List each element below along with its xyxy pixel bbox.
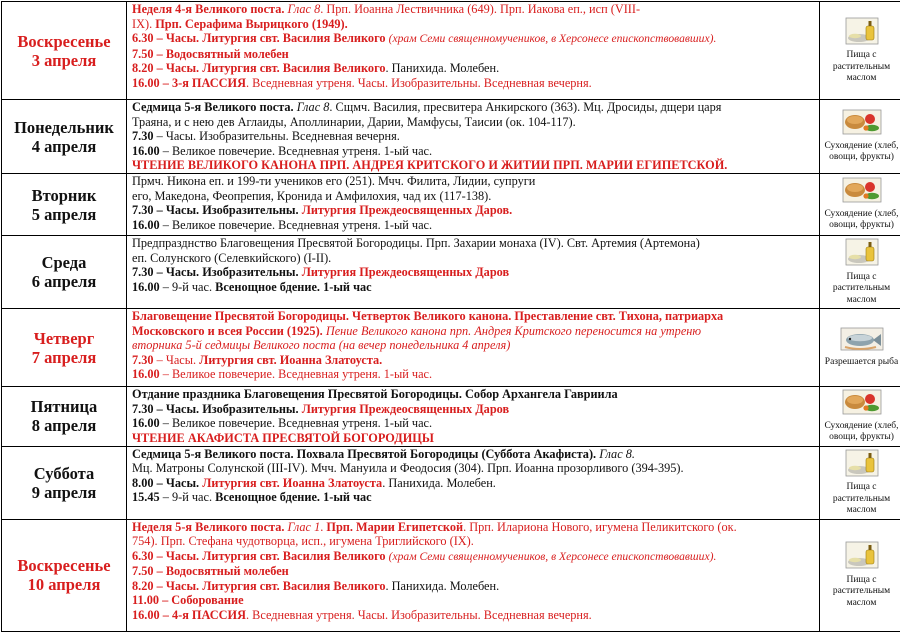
text-segment: – Часы. xyxy=(154,353,200,367)
day-cell xyxy=(2,174,127,236)
service-line xyxy=(132,115,815,130)
fasting-rule-cell xyxy=(820,236,900,309)
service-line xyxy=(132,367,815,382)
text-segment: 11.00 – Соборование xyxy=(132,593,244,607)
day-cell xyxy=(2,309,127,387)
text-segment: Глас 8 xyxy=(297,100,330,114)
day-name: Понедельник xyxy=(2,118,126,137)
text-segment: – 9-й час. xyxy=(160,490,215,504)
day-date: 10 апреля xyxy=(2,575,126,594)
text-segment: Глас 8 xyxy=(288,2,321,16)
service-line xyxy=(132,47,815,62)
text-segment: – Великое повечерие. Вседневная утреня. 1-ый час. xyxy=(160,367,432,381)
text-segment: – Великое повечерие. Вседневная утреня. 1-ый час. xyxy=(160,144,432,158)
service-line xyxy=(132,431,815,446)
text-segment: Литургия Преждеосвященных Даров xyxy=(302,402,509,416)
service-line xyxy=(132,579,815,594)
text-segment: Пение Великого канона прп. Андрея Критского переносится на утреню xyxy=(326,324,701,338)
oil-bottle-icon xyxy=(821,238,900,271)
schedule-rows xyxy=(2,2,900,632)
day-date: 3 апреля xyxy=(2,51,126,70)
service-line xyxy=(132,490,815,505)
text-segment: вторника 5-й седмицы Великого поста (на вечер понедельника 4 апреля) xyxy=(132,338,510,352)
service-line xyxy=(132,324,815,339)
service-line xyxy=(132,520,815,535)
fasting-rule-cell xyxy=(820,2,900,100)
day-cell xyxy=(2,519,127,631)
day-cell xyxy=(2,446,127,519)
text-segment: его, Македона, Феопрепия, Кронида и Амфилохия, чад их (117-138). xyxy=(132,189,491,203)
text-segment: 16.00 xyxy=(132,367,160,381)
oil-bottle-icon xyxy=(821,541,900,574)
text-segment: – Великое повечерие. Вседневная утреня. 1-ый час. xyxy=(160,218,432,232)
fasting-rule-text: Сухоядение (хлеб, овощи, фрукты) xyxy=(821,421,900,444)
text-segment: Глас 1 xyxy=(288,520,321,534)
day-date: 7 апреля xyxy=(2,348,126,367)
text-segment: 16.00 xyxy=(132,218,160,232)
text-segment: Прп. Серафима Вырицкого (1949). xyxy=(155,17,347,31)
text-segment: (храм Семи священномучеников, в Херсонесе епископствовавших). xyxy=(389,550,717,563)
text-segment: ЧТЕНИЕ АКАФИСТА ПРЕСВЯТОЙ БОГОРОДИЦЫ xyxy=(132,431,434,445)
text-segment: Всенощное бдение. 1-ый час xyxy=(215,490,372,504)
day-name: Четверг xyxy=(2,329,126,348)
fasting-rule-text: Пища с растительным маслом xyxy=(821,575,900,610)
services-cell xyxy=(127,174,820,236)
oil-bottle-icon xyxy=(821,17,900,50)
text-segment: Благовещение Пресвятой Богородицы. Четверток Великого канона. Преставление свт. Тихона, патриарха xyxy=(132,309,723,323)
text-segment: 7.30 xyxy=(132,353,154,367)
day-cell xyxy=(2,236,127,309)
service-line xyxy=(132,564,815,579)
service-line xyxy=(132,203,815,218)
schedule-row xyxy=(2,309,900,387)
text-segment: . Панихида. Молебен. xyxy=(382,476,496,490)
service-line xyxy=(132,461,815,476)
service-line xyxy=(132,17,815,32)
text-segment: 6.30 – Часы. Литургия свт. Василия Великого xyxy=(132,31,389,45)
text-segment: Глас 8. xyxy=(599,447,635,461)
schedule-row xyxy=(2,100,900,174)
day-cell xyxy=(2,2,127,100)
text-segment: . Прп. Илариона Нового, игумена Пеликитского (ок. xyxy=(463,520,737,534)
text-segment: Литургия свт. Иоанна Златоуста. xyxy=(199,353,382,367)
service-line xyxy=(132,608,815,623)
day-date: 6 апреля xyxy=(2,272,126,291)
bread-vegetables-icon xyxy=(821,109,900,140)
day-date: 5 апреля xyxy=(2,205,126,224)
service-line xyxy=(132,265,815,280)
text-segment: Всенощное бдение. 1-ый час xyxy=(215,280,372,294)
service-line xyxy=(132,549,815,565)
text-segment: . Панихида. Молебен. xyxy=(386,61,500,75)
text-segment: 7.30 xyxy=(132,129,154,143)
text-segment: – Часы. Изобразительны. Вседневная вечерня. xyxy=(154,129,400,143)
fasting-rule-cell xyxy=(820,387,900,447)
service-line xyxy=(132,416,815,431)
schedule-row xyxy=(2,387,900,447)
service-line xyxy=(132,251,815,266)
text-segment: 16.00 – 4-я ПАССИЯ xyxy=(132,608,246,622)
day-name: Воскресенье xyxy=(2,32,126,51)
day-name: Воскресенье xyxy=(2,556,126,575)
text-segment: . Прп. Иоанна Лествичника (649). Прп. Иакова еп., исп (VIII- xyxy=(320,2,640,16)
service-line xyxy=(132,31,815,47)
day-name: Вторник xyxy=(2,186,126,205)
text-segment: Седмица 5-я Великого поста. xyxy=(132,100,297,114)
text-segment: . Сщмч. Василия, пресвитера Анкирского (363). Мц. Дросиды, дщери царя xyxy=(329,100,721,114)
text-segment: 8.00 – Часы. xyxy=(132,476,202,490)
fasting-rule-text: Разрешается рыба xyxy=(821,357,900,369)
text-segment: 16.00 xyxy=(132,416,160,430)
day-date: 9 апреля xyxy=(2,483,126,502)
text-segment: . Вседневная утреня. Часы. Изобразительны. Вседневная вечерня. xyxy=(246,76,592,90)
service-line xyxy=(132,2,815,17)
text-segment: . Панихида. Молебен. xyxy=(386,579,500,593)
text-segment: Прп. Марии Египетской xyxy=(326,520,463,534)
fish-icon xyxy=(821,327,900,356)
oil-bottle-icon xyxy=(821,449,900,482)
fasting-rule-text: Пища с растительным маслом xyxy=(821,50,900,85)
fasting-rule-text: Пища с растительным маслом xyxy=(821,272,900,307)
service-line xyxy=(132,534,815,549)
services-cell xyxy=(127,519,820,631)
services-cell xyxy=(127,446,820,519)
services-cell xyxy=(127,100,820,174)
text-segment: Литургия Преждеосвященных Даров. xyxy=(302,203,513,217)
text-segment: 7.30 – Часы. Изобразительны. xyxy=(132,402,302,416)
service-line xyxy=(132,174,815,189)
service-line xyxy=(132,100,815,115)
day-name: Среда xyxy=(2,253,126,272)
text-segment: . xyxy=(320,520,326,534)
fasting-rule-cell xyxy=(820,174,900,236)
text-segment: 7.30 – Часы. Изобразительны. xyxy=(132,265,302,279)
day-cell xyxy=(2,100,127,174)
service-line xyxy=(132,280,815,295)
bread-vegetables-icon xyxy=(821,389,900,420)
text-segment: еп. Солунского (Селевкийского) (I-II). xyxy=(132,251,331,265)
schedule-row xyxy=(2,519,900,631)
schedule-row xyxy=(2,236,900,309)
day-date: 4 апреля xyxy=(2,137,126,156)
schedule-row xyxy=(2,174,900,236)
fasting-rule-text: Сухоядение (хлеб, овощи, фрукты) xyxy=(821,209,900,232)
service-line xyxy=(132,218,815,233)
fasting-rule-cell xyxy=(820,446,900,519)
text-segment: 16.00 xyxy=(132,280,160,294)
text-segment: Предпразднство Благовещения Пресвятой Богородицы. Прп. Захарии монаха (IV). Свт. Артемия (Артемона) xyxy=(132,236,700,250)
text-segment: 6.30 – Часы. Литургия свт. Василия Великого xyxy=(132,549,389,563)
service-line xyxy=(132,76,815,91)
schedule-row xyxy=(2,2,900,100)
bread-vegetables-icon xyxy=(821,177,900,208)
fasting-rule-cell xyxy=(820,519,900,631)
service-line xyxy=(132,189,815,204)
text-segment: Прмч. Никона еп. и 199-ти учеников его (251). Мчч. Филита, Лидии, супруги xyxy=(132,174,535,188)
text-segment: Литургия Преждеосвященных Даров xyxy=(302,265,509,279)
service-line xyxy=(132,476,815,491)
text-segment: 754). Прп. Стефана чудотворца, исп., игумена Триглийского (IX). xyxy=(132,534,474,548)
fasting-rule-text: Пища с растительным маслом xyxy=(821,482,900,517)
fasting-rule-text: Сухоядение (хлеб, овощи, фрукты) xyxy=(821,141,900,164)
text-segment: 7.50 – Водосвятный молебен xyxy=(132,47,289,61)
text-segment: . Вседневная утреня. Часы. Изобразительны. Вседневная вечерня. xyxy=(246,608,592,622)
service-line xyxy=(132,158,815,173)
text-segment: Мц. Матроны Солунской (III-IV). Мчч. Мануила и Феодосия (304). Прп. Иоанна прозорливого (394-395). xyxy=(132,461,684,475)
text-segment: ЧТЕНИЕ ВЕЛИКОГО КАНОНА ПРП. АНДРЕЯ КРИТСКОГО И ЖИТИИ ПРП. МАРИИ ЕГИПЕТСКОЙ. xyxy=(132,158,727,172)
text-segment: Седмица 5-я Великого поста. Похвала Пресвятой Богородицы (Суббота Акафиста). xyxy=(132,447,599,461)
fasting-rule-cell xyxy=(820,309,900,387)
text-segment: 7.30 – Часы. Изобразительны. xyxy=(132,203,302,217)
service-line xyxy=(132,144,815,159)
text-segment: 7.50 – Водосвятный молебен xyxy=(132,564,289,578)
text-segment: Московского и всея России (1925). xyxy=(132,324,326,338)
services-cell xyxy=(127,309,820,387)
text-segment: 8.20 – Часы. Литургия свт. Василия Великого xyxy=(132,579,386,593)
service-line xyxy=(132,593,815,608)
services-cell xyxy=(127,387,820,447)
text-segment: IX). xyxy=(132,17,155,31)
text-segment: 15.45 xyxy=(132,490,160,504)
text-segment: Отдание праздника Благовещения Пресвятой Богородицы. Собор Архангела Гавриила xyxy=(132,387,618,401)
day-cell xyxy=(2,387,127,447)
service-line xyxy=(132,387,815,402)
service-line xyxy=(132,447,815,462)
text-segment: (храм Семи священномучеников, в Херсонесе епископствовавших). xyxy=(389,32,717,45)
lenten-schedule-table xyxy=(1,1,900,632)
text-segment: – Великое повечерие. Вседневная утреня. 1-ый час. xyxy=(160,416,432,430)
text-segment: 8.20 – Часы. Литургия свт. Василия Великого xyxy=(132,61,386,75)
service-line xyxy=(132,338,815,353)
services-cell xyxy=(127,2,820,100)
service-line xyxy=(132,129,815,144)
text-segment: Траяна, и с нею дев Аглаиды, Аполлинарии, Дарии, Мамфусы, Таисии (ок. 104-117). xyxy=(132,115,576,129)
service-line xyxy=(132,309,815,324)
text-segment: Литургия свт. Иоанна Златоуста xyxy=(202,476,382,490)
text-segment: – 9-й час. xyxy=(160,280,215,294)
text-segment: Неделя 5-я Великого поста. xyxy=(132,520,288,534)
services-cell xyxy=(127,236,820,309)
fasting-rule-cell xyxy=(820,100,900,174)
service-line xyxy=(132,236,815,251)
text-segment: 16.00 xyxy=(132,144,160,158)
day-name: Пятница xyxy=(2,397,126,416)
service-line xyxy=(132,353,815,368)
day-date: 8 апреля xyxy=(2,416,126,435)
day-name: Суббота xyxy=(2,464,126,483)
service-line xyxy=(132,61,815,76)
service-line xyxy=(132,402,815,417)
schedule-row xyxy=(2,446,900,519)
text-segment: Неделя 4-я Великого поста. xyxy=(132,2,288,16)
text-segment: 16.00 – 3-я ПАССИЯ xyxy=(132,76,246,90)
